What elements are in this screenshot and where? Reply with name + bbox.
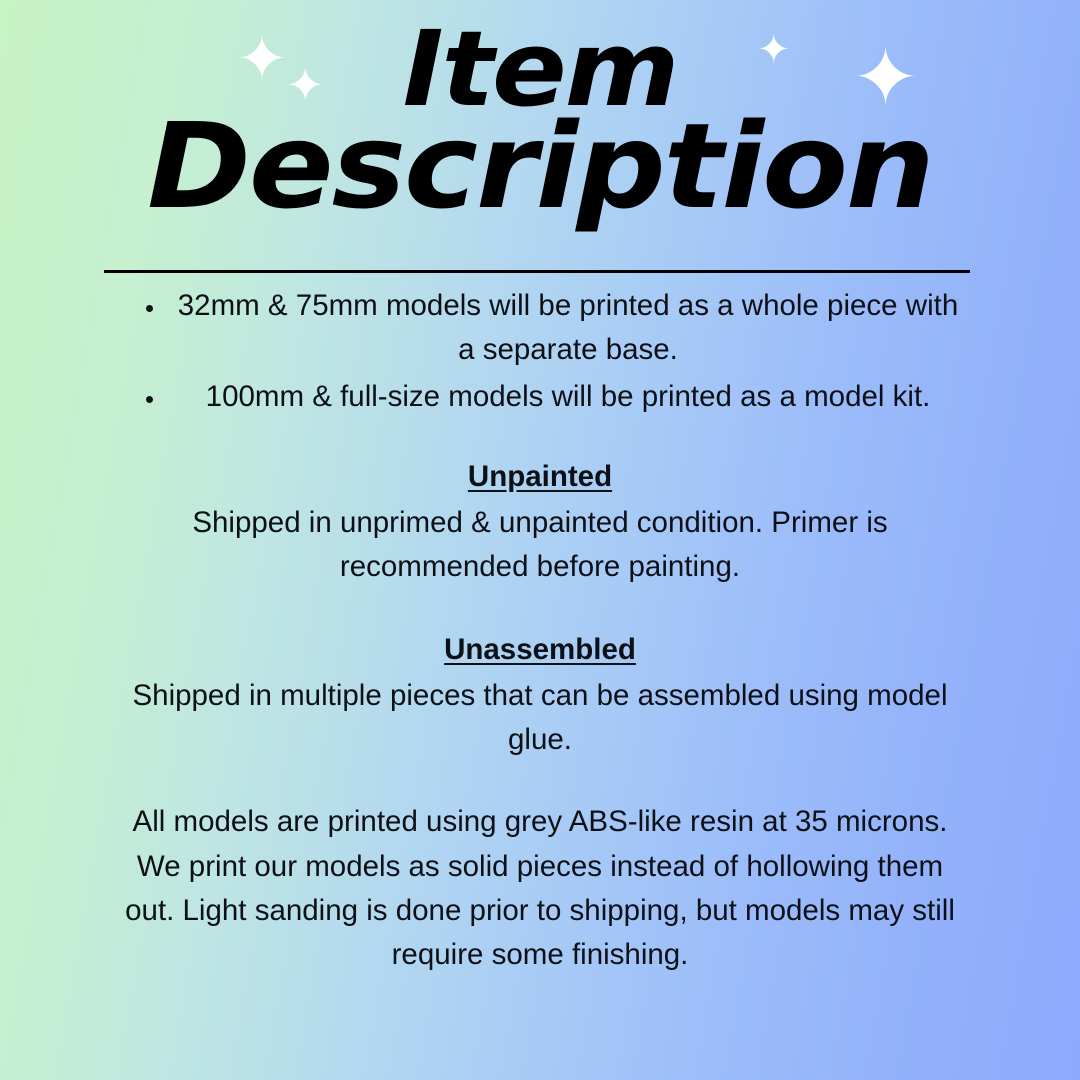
sparkle-icon: ✦	[757, 27, 791, 73]
page-title	[0, 8, 1080, 235]
section-heading-unpainted: Unpainted	[467, 459, 613, 493]
sparkle-icon: ✦	[236, 22, 288, 95]
printing-format-list	[110, 284, 970, 419]
description-body	[110, 284, 970, 977]
sparkle-icon: ✦	[852, 31, 920, 124]
section-heading-unassembled: Unassembled	[444, 632, 636, 666]
list-item: • 32mm & 75mm models will be printed as a whole piece with a separate base.	[166, 284, 970, 373]
spacer	[110, 590, 970, 628]
spacer	[110, 762, 970, 800]
page-title-line-2: Description	[147, 96, 933, 235]
section-body-unpainted: Shipped in unprimed & unpainted condition. Primer is recommended before painting.	[192, 506, 888, 584]
section-body-unassembled: Shipped in multiple pieces that can be assembled using model glue.	[132, 678, 948, 756]
title-divider	[104, 270, 970, 273]
page-title-line-1: Item	[402, 8, 678, 130]
sparkle-icon: ✦	[286, 58, 325, 112]
spacer	[110, 421, 970, 455]
closing-paragraph: All models are printed using grey ABS-like resin at 35 microns. We print our models as solid pieces instead of hollowing them out. Light sanding is done prior to shipping, but models may still require some finishing.	[125, 805, 955, 971]
list-item: • 100mm & full-size models will be printed as a model kit.	[166, 375, 970, 419]
